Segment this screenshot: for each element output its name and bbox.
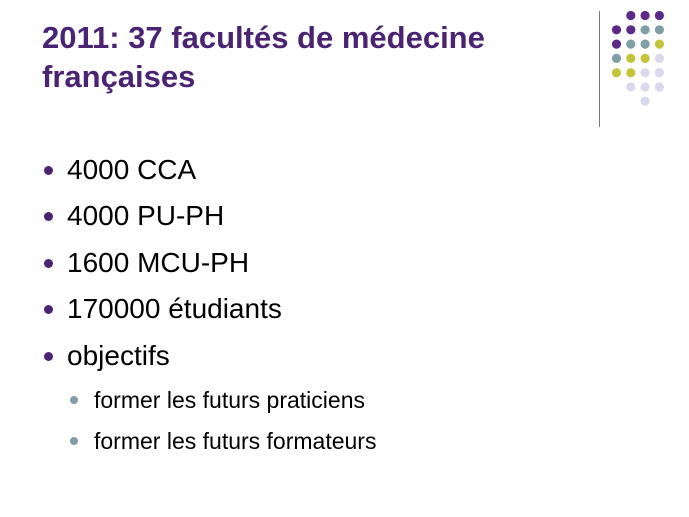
bullet-text: 1600 MCU-PH <box>67 247 250 278</box>
decorative-dot <box>612 40 621 49</box>
bullet-text: 4000 CCA <box>67 154 197 185</box>
decorative-dot <box>655 54 664 63</box>
slide-title <box>42 18 592 96</box>
bullet-dot-icon <box>44 212 53 221</box>
decorative-dot <box>655 25 664 34</box>
decorative-dot <box>655 11 664 20</box>
decorative-dot <box>626 40 635 49</box>
decorative-dot <box>626 82 635 91</box>
decorative-dot <box>641 54 650 63</box>
sub-bullet-text: former les futurs formateurs <box>94 427 377 454</box>
bullet-item <box>44 245 249 281</box>
decorative-dot <box>641 11 650 20</box>
bullet-item <box>44 198 224 234</box>
sub-bullet-text: former les futurs praticiens <box>94 386 365 413</box>
decorative-divider <box>599 11 600 127</box>
sub-bullet-dot-icon <box>70 396 78 404</box>
decorative-dot <box>626 54 635 63</box>
bullet-dot-icon <box>44 352 53 361</box>
decorative-dot <box>641 25 650 34</box>
bullet-item <box>44 338 170 374</box>
sub-bullet-item <box>70 385 365 415</box>
decorative-dot <box>655 82 664 91</box>
bullet-dot-icon <box>44 259 53 268</box>
bullet-text: 4000 PU-PH <box>67 200 225 231</box>
bullet-dot-icon <box>44 305 53 314</box>
decorative-dot <box>626 11 635 20</box>
slide-title-line-1: 2011: 37 facultés de médecine <box>42 20 485 55</box>
slide-title-line-2: françaises <box>42 59 196 94</box>
bullet-dot-icon <box>44 166 53 175</box>
sub-bullet-item <box>70 426 376 456</box>
decorative-dot <box>655 40 664 49</box>
bullet-text: 170000 étudiants <box>67 293 282 324</box>
decorative-dot <box>641 40 650 49</box>
decorative-dot <box>641 82 650 91</box>
decorative-dot <box>612 68 621 77</box>
sub-bullet-dot-icon <box>70 437 78 445</box>
decorative-dot <box>626 68 635 77</box>
decorative-dot <box>612 54 621 63</box>
bullet-item <box>44 152 196 188</box>
decorative-dot <box>626 25 635 34</box>
decorative-dot <box>641 97 650 106</box>
bullet-text: objectifs <box>67 340 170 371</box>
decorative-dot <box>655 68 664 77</box>
decorative-dot <box>612 25 621 34</box>
decorative-dot <box>641 68 650 77</box>
decorative-dot-grid-icon <box>611 10 671 128</box>
bullet-item <box>44 291 282 327</box>
